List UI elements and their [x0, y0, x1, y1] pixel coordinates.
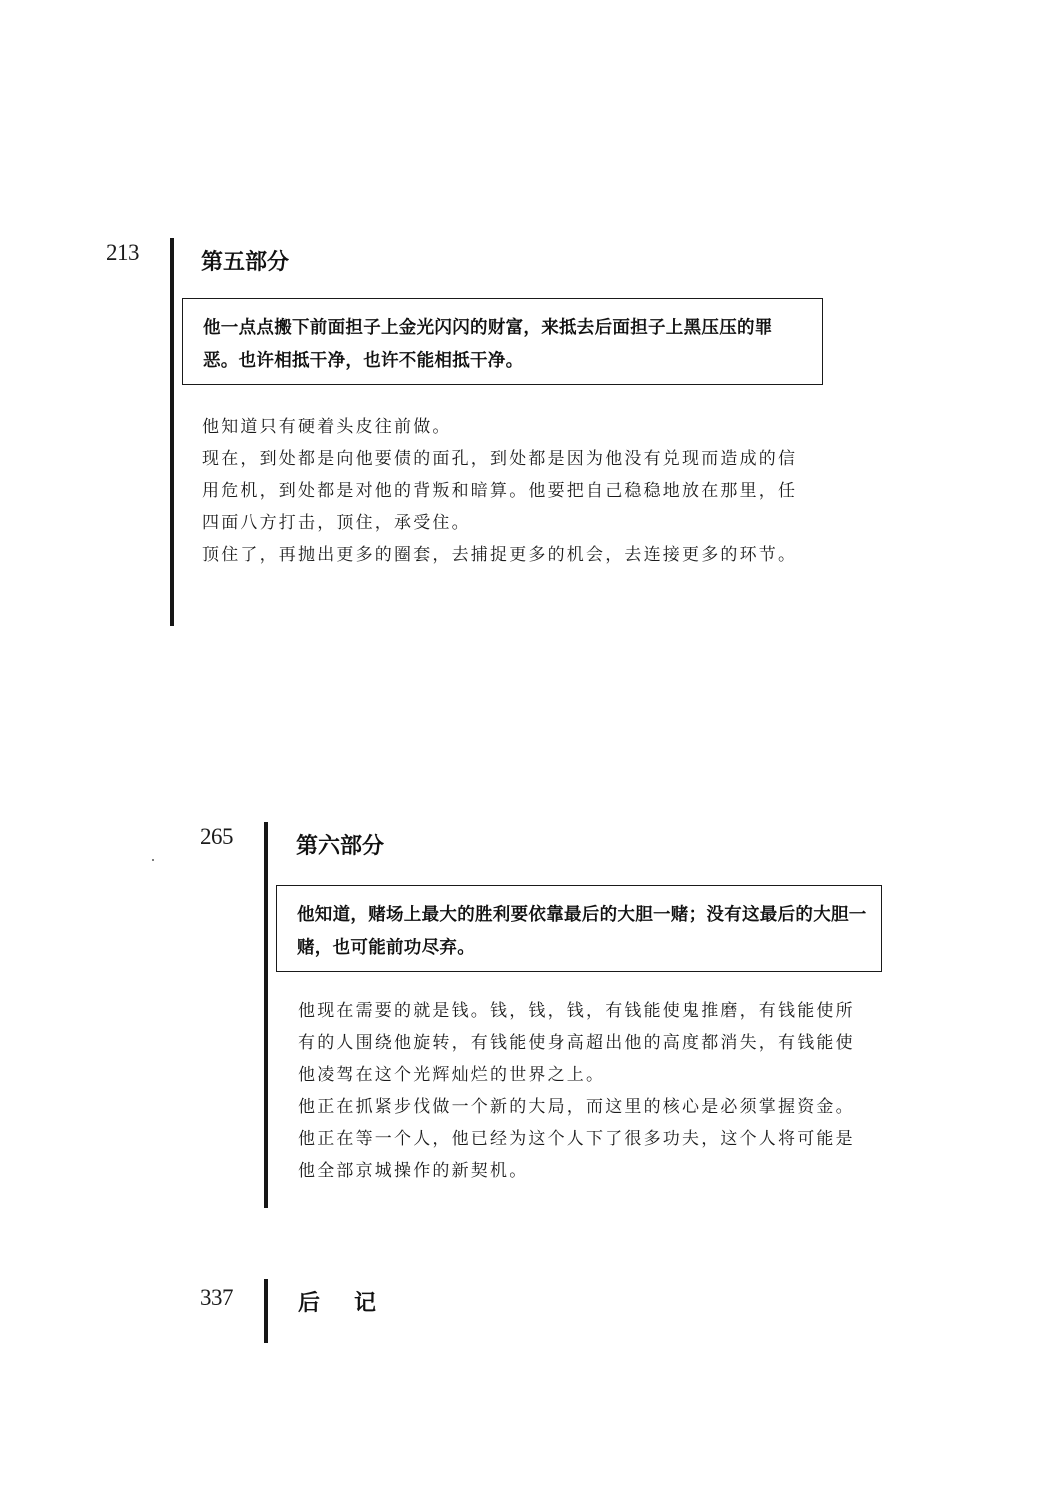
page-number: 265 — [200, 824, 233, 849]
quote-text: 他一点点搬下前面担子上金光闪闪的财富，来抵去后面担子上黑压压的罪恶。也许相抵干净，也许不能相抵干净。 — [203, 318, 773, 371]
section-title: 第五部分 — [201, 250, 290, 275]
summary-paragraph: 现在，到处都是向他要债的面孔，到处都是因为他没有兑现而造成的信用危机，到处都是对他的背叛和暗算。他要把自己稳稳地放在那里，任四面八方打击，顶住，承受住。 — [202, 449, 798, 533]
page-number: 337 — [200, 1285, 233, 1310]
quote-box — [182, 298, 823, 385]
vertical-rule — [264, 1279, 268, 1343]
summary-paragraph: 他现在需要的就是钱。钱，钱，钱，有钱能使鬼推磨，有钱能使所有的人围绕他旋转，有钱能使身高超出他的高度都消失，有钱能使他凌驾在这个光辉灿烂的世界之上。 — [298, 1001, 855, 1085]
vertical-rule — [264, 822, 268, 1208]
summary-text — [202, 411, 808, 571]
scan-speck — [152, 859, 154, 861]
quote-box — [276, 885, 882, 972]
quote-text: 他知道，赌场上最大的胜利要依靠最后的大胆一赌；没有这最后的大胆一赌，也可能前功尽弃。 — [297, 905, 867, 958]
page-number: 213 — [106, 240, 139, 265]
section-title: 第六部分 — [296, 834, 385, 859]
vertical-rule — [170, 238, 174, 626]
summary-paragraph: 他正在抓紧步伐做一个新的大局，而这里的核心是必须掌握资金。他正在等一个人，他已经为这个人下了很多功夫，这个人将可能是他全部京城操作的新契机。 — [298, 1097, 855, 1181]
section-title: 后 记 — [298, 1291, 383, 1316]
summary-paragraph: 顶住了，再抛出更多的圈套，去捕捉更多的机会，去连接更多的环节。 — [202, 545, 798, 565]
summary-text — [298, 995, 873, 1187]
summary-paragraph: 他知道只有硬着头皮往前做。 — [202, 417, 452, 437]
